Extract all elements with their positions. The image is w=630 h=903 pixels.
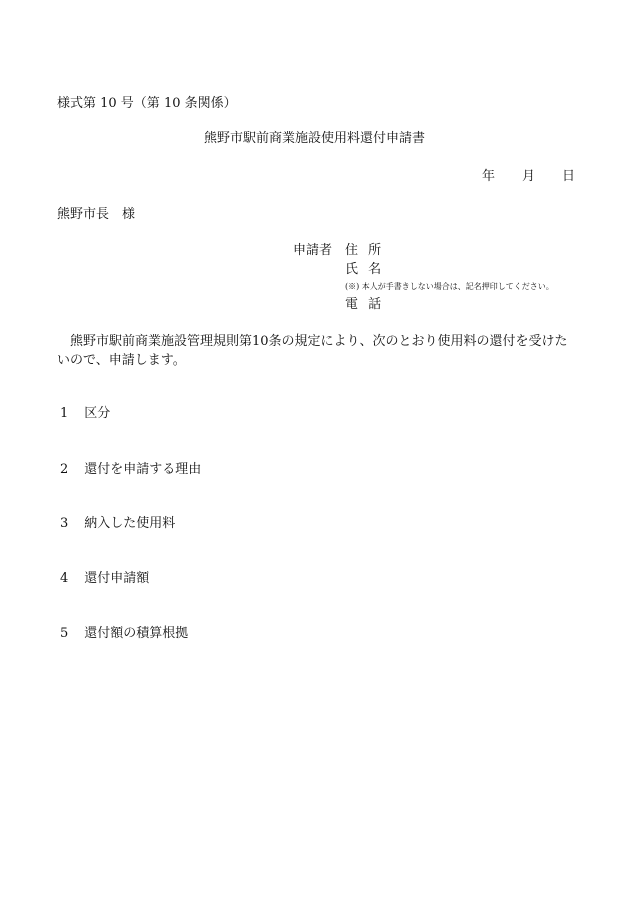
item-number: 2	[60, 462, 69, 477]
item-label: 納入した使用料	[84, 516, 176, 531]
item-3	[60, 516, 175, 532]
item-number: 5	[60, 626, 69, 641]
body-text-line1: 熊野市駅前商業施設管理規則第10条の規定により、次のとおり使用料の還付を受けた	[57, 334, 568, 349]
body-text-line2: いので、申請します。	[57, 353, 186, 368]
address-label: 住 所	[345, 243, 382, 258]
item-label: 還付額の積算根拠	[84, 626, 189, 641]
item-1	[60, 406, 110, 422]
date-month: 月	[522, 169, 536, 184]
item-label: 還付を申請する理由	[84, 462, 202, 477]
applicant-label: 申請者	[293, 243, 333, 258]
date-day: 日	[562, 169, 576, 184]
name-label: 氏 名	[345, 262, 382, 277]
item-label: 還付申請額	[84, 571, 150, 586]
item-number: 3	[60, 516, 69, 531]
addressee: 熊野市長 様	[57, 207, 136, 222]
date-year: 年	[482, 169, 496, 184]
item-4	[60, 571, 149, 587]
form-number: 様式第 10 号（第 10 条関係）	[57, 96, 237, 111]
item-5	[60, 626, 188, 642]
item-label: 区分	[84, 406, 111, 421]
item-2	[60, 462, 201, 478]
item-number: 1	[60, 406, 69, 421]
document-title: 熊野市駅前商業施設使用料還付申請書	[204, 131, 426, 146]
item-number: 4	[60, 571, 69, 586]
seal-note: (※) 本人が手書きしない場合は、記名押印してください。	[345, 282, 554, 291]
phone-label: 電 話	[345, 297, 382, 312]
